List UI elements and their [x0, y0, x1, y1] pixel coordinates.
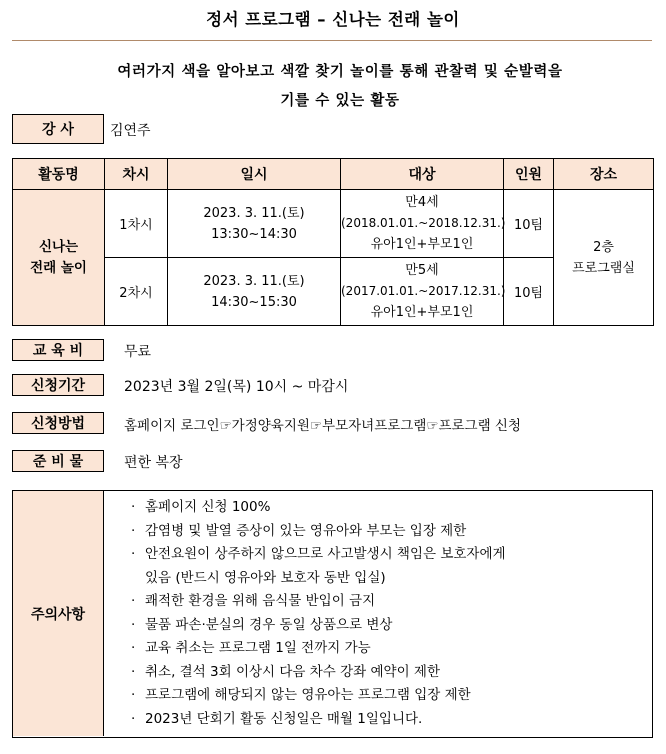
activity-name-cell	[13, 190, 105, 326]
method-value: 홈페이지 로그인☞가정양육지원☞부모자녀프로그램☞프로그램 신청	[124, 418, 521, 434]
list-item	[131, 614, 506, 638]
activity-name-line: 전래 놀이	[30, 259, 87, 276]
note-text: 취소, 결석 3회 이상시 다음 차수 강좌 예약이 제한	[145, 663, 440, 680]
schedule-table	[12, 158, 654, 326]
fee-label: 교 육 비	[12, 339, 104, 361]
intro-line-1: 여러가지 색을 알아보고 색깔 찾기 놀이를 통해 관찰력 및 순발력을	[117, 64, 563, 80]
target-age: 만4세	[405, 195, 439, 210]
notes-label: 주의사항	[13, 491, 104, 736]
bullet-icon: ·	[131, 616, 136, 633]
period-value: 2023년 3월 2일(목) 10시 ~ 마감시	[124, 379, 349, 395]
schedule-header-row	[13, 159, 654, 190]
header-count: 인원	[504, 159, 554, 190]
time-text: 13:30~14:30	[211, 226, 297, 242]
target-birth-range: (2017.01.01.~2017.12.31.)	[341, 284, 506, 298]
bullet-icon: ·	[131, 593, 136, 609]
header-place: 장소	[554, 159, 654, 190]
title-divider	[12, 40, 652, 41]
time-text: 14:30~15:30	[211, 294, 297, 310]
header-target: 대상	[341, 159, 504, 190]
fee-value: 무료	[124, 344, 152, 360]
datetime-cell	[168, 190, 341, 258]
note-text: 물품 파손·분실의 경우 동일 상품으로 변상	[145, 616, 393, 633]
target-cell	[341, 258, 504, 326]
target-birth-range: (2018.01.01.~2018.12.31.)	[341, 216, 506, 230]
table-row	[13, 190, 654, 258]
note-text: 2023년 단회기 활동 신청일은 매월 1일입니다.	[145, 710, 423, 727]
header-datetime: 일시	[168, 159, 341, 190]
place-floor: 2층	[593, 239, 614, 255]
instructor-label: 강 사	[12, 114, 104, 144]
list-item	[131, 684, 506, 708]
list-item	[131, 661, 506, 685]
note-text: 안전요원이 상주하지 않으므로 사고발생시 책임은 보호자에게	[145, 546, 506, 562]
note-text: 홈페이지 신청 100%	[145, 499, 271, 515]
prep-value: 편한 복장	[124, 455, 183, 471]
target-age: 만5세	[405, 263, 439, 278]
count-cell: 10팀	[504, 258, 554, 326]
date-text: 2023. 3. 11.(토)	[203, 273, 305, 289]
target-composition: 유아1인+부모1인	[370, 237, 474, 252]
bullet-icon: ·	[131, 687, 136, 703]
bullet-icon: ·	[131, 710, 136, 727]
prep-label: 준 비 물	[12, 450, 104, 472]
place-room: 프로그램실	[572, 260, 635, 276]
notes-box	[12, 490, 653, 738]
list-item	[131, 637, 506, 661]
session-cell: 2차시	[105, 258, 168, 326]
target-cell	[341, 190, 504, 258]
bullet-icon: ·	[131, 663, 136, 680]
bullet-icon: ·	[131, 640, 136, 656]
note-text: 감염병 및 발열 증상이 있는 영유아와 부모는 입장 제한	[145, 522, 467, 539]
list-item-continuation: 있음 (반드시 영유아와 보호자 동반 입실)	[145, 569, 386, 586]
page-title: 정서 프로그램 – 신나는 전래 놀이	[206, 10, 460, 29]
note-text: 쾌적한 환경을 위해 음식물 반입이 금지	[145, 593, 376, 609]
date-text: 2023. 3. 11.(토)	[203, 205, 305, 221]
target-composition: 유아1인+부모1인	[370, 305, 474, 320]
instructor-name: 김연주	[110, 123, 151, 139]
list-item	[131, 520, 506, 544]
header-activity: 활동명	[13, 159, 105, 190]
note-text: 교육 취소는 프로그램 1일 전까지 가능	[145, 640, 371, 656]
list-item	[131, 496, 506, 520]
list-item	[131, 543, 506, 567]
note-text: 프로그램에 해당되지 않는 영유아는 프로그램 입장 제한	[145, 687, 471, 703]
place-cell	[554, 190, 654, 326]
bullet-icon: ·	[131, 522, 136, 539]
list-item	[131, 708, 506, 732]
session-cell: 1차시	[105, 190, 168, 258]
bullet-icon: ·	[131, 499, 136, 515]
count-cell: 10팀	[504, 190, 554, 258]
bullet-icon: ·	[131, 546, 136, 562]
method-label: 신청방법	[12, 412, 104, 434]
notes-list	[131, 496, 506, 731]
header-session: 차시	[105, 159, 168, 190]
datetime-cell	[168, 258, 341, 326]
list-item	[131, 590, 506, 614]
period-label: 신청기간	[12, 374, 104, 396]
intro-line-2: 기를 수 있는 활동	[280, 93, 400, 109]
activity-name-line: 신나는	[38, 238, 79, 255]
